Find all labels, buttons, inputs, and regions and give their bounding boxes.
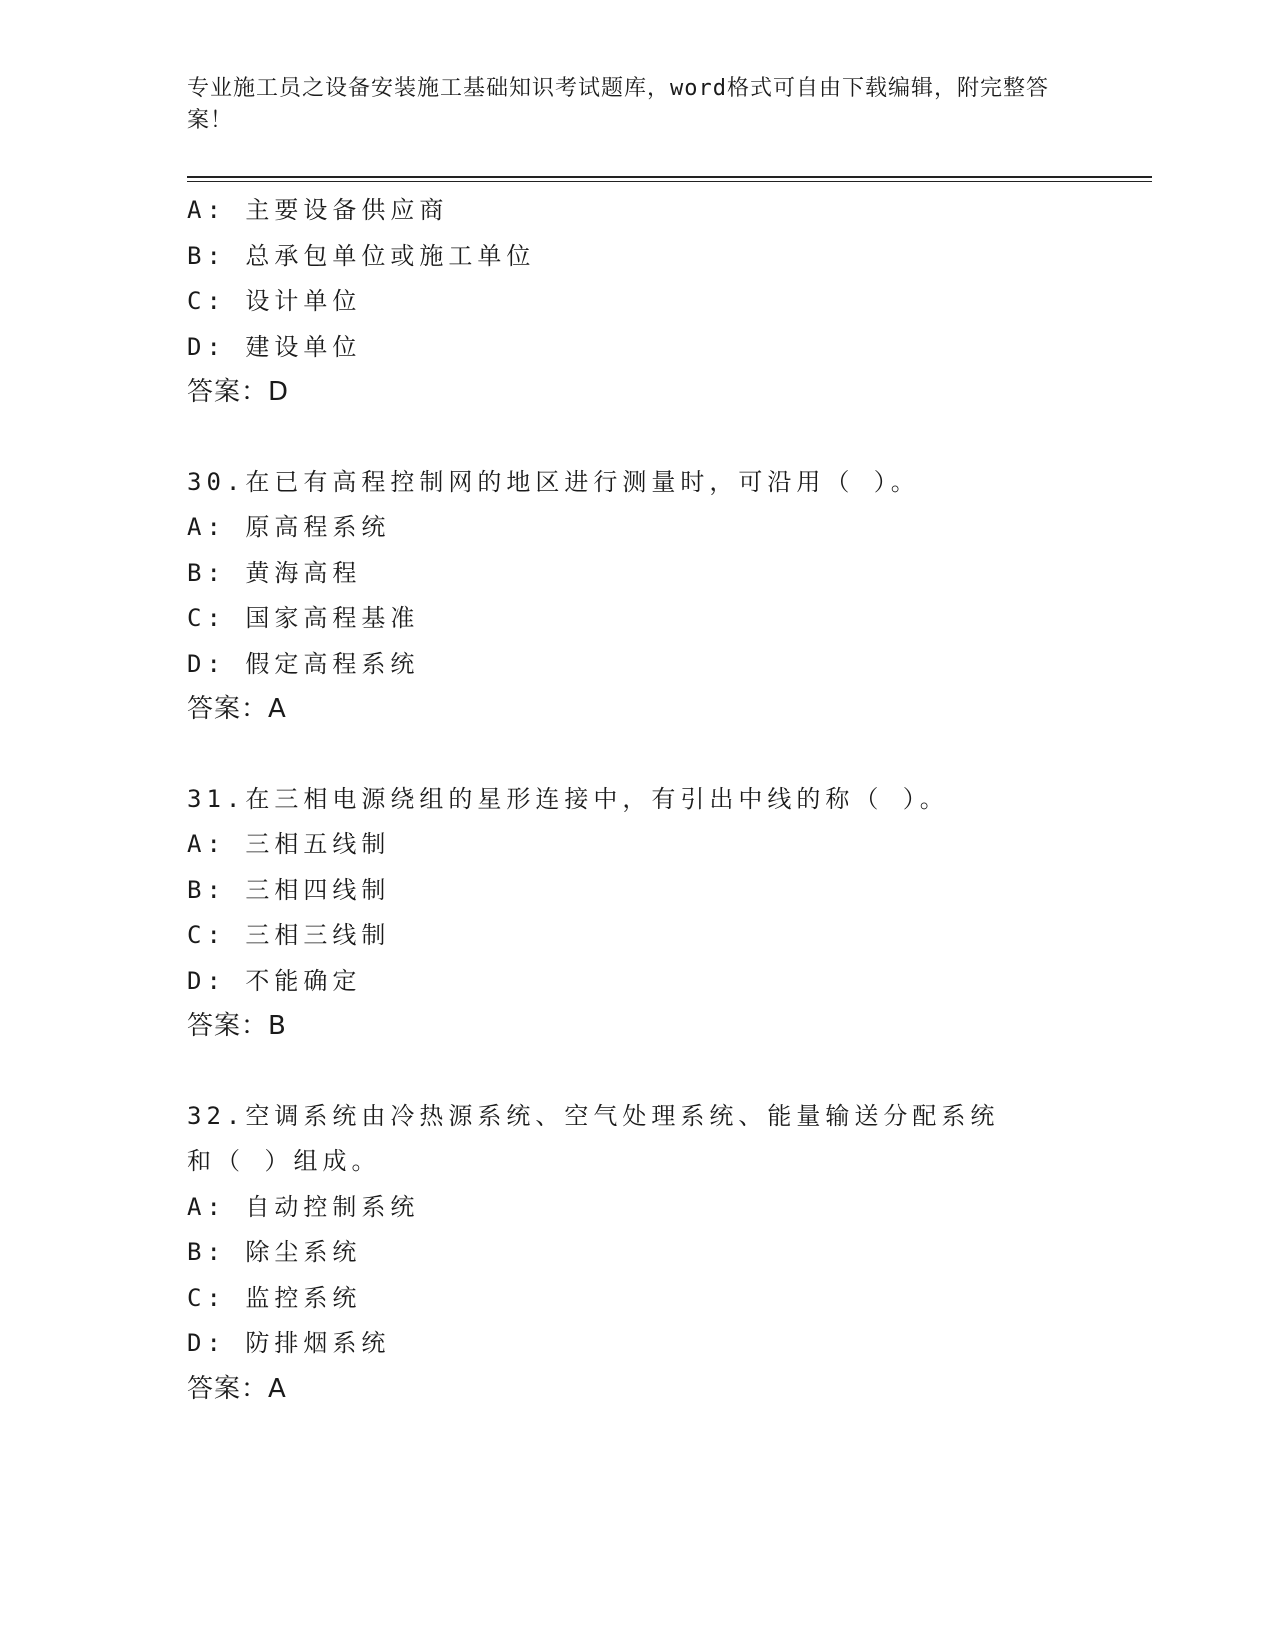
question-stem: 31.在三相电源绕组的星形连接中，有引出中线的称（ ）。 <box>187 784 949 813</box>
option-c: C: 三相三线制 <box>187 921 391 949</box>
option-a: A: 三相五线制 <box>187 830 391 858</box>
question-31 <box>187 777 1087 1050</box>
option-b: B: 三相四线制 <box>187 875 391 904</box>
option-a: A: 主要设备供应商 <box>187 196 449 224</box>
answer-line: 答案：A <box>187 1373 287 1404</box>
option-a: A: 原高程系统 <box>187 513 391 541</box>
question-32 <box>187 1094 1087 1413</box>
option-b: B: 黄海高程 <box>187 558 362 587</box>
answer-line: 答案：A <box>187 694 287 724</box>
option-b: B: 总承包单位或施工单位 <box>187 241 536 270</box>
option-c: C: 设计单位 <box>187 287 362 315</box>
option-d: D: 防排烟系统 <box>187 1329 391 1357</box>
answer-line: 答案：B <box>187 1011 287 1041</box>
option-d: D: 建设单位 <box>187 332 362 361</box>
question-fragment <box>187 188 1087 416</box>
answer-line: 答案：D <box>187 377 290 407</box>
header-divider-thin <box>187 181 1152 182</box>
spacer <box>187 1050 1087 1094</box>
header-divider-thick <box>187 176 1152 178</box>
option-d: D: 不能确定 <box>187 966 362 995</box>
option-a: A: 自动控制系统 <box>187 1192 420 1221</box>
option-c: C: 监控系统 <box>187 1283 362 1312</box>
question-30 <box>187 460 1087 733</box>
question-stem: 32.空调系统由冷热源系统、空气处理系统、能量输送分配系统和（ ）组成。 <box>187 1101 1000 1175</box>
question-stem: 30.在已有高程控制网的地区进行测量时，可沿用（ ）。 <box>187 467 920 496</box>
option-d: D: 假定高程系统 <box>187 649 420 678</box>
question-list <box>187 188 1087 1412</box>
spacer <box>187 733 1087 777</box>
spacer <box>187 416 1087 460</box>
document-header: 专业施工员之设备安装施工基础知识考试题库，word格式可自由下载编辑，附完整答案！ <box>187 76 1049 133</box>
option-b: B: 除尘系统 <box>187 1238 362 1266</box>
option-c: C: 国家高程基准 <box>187 604 420 632</box>
